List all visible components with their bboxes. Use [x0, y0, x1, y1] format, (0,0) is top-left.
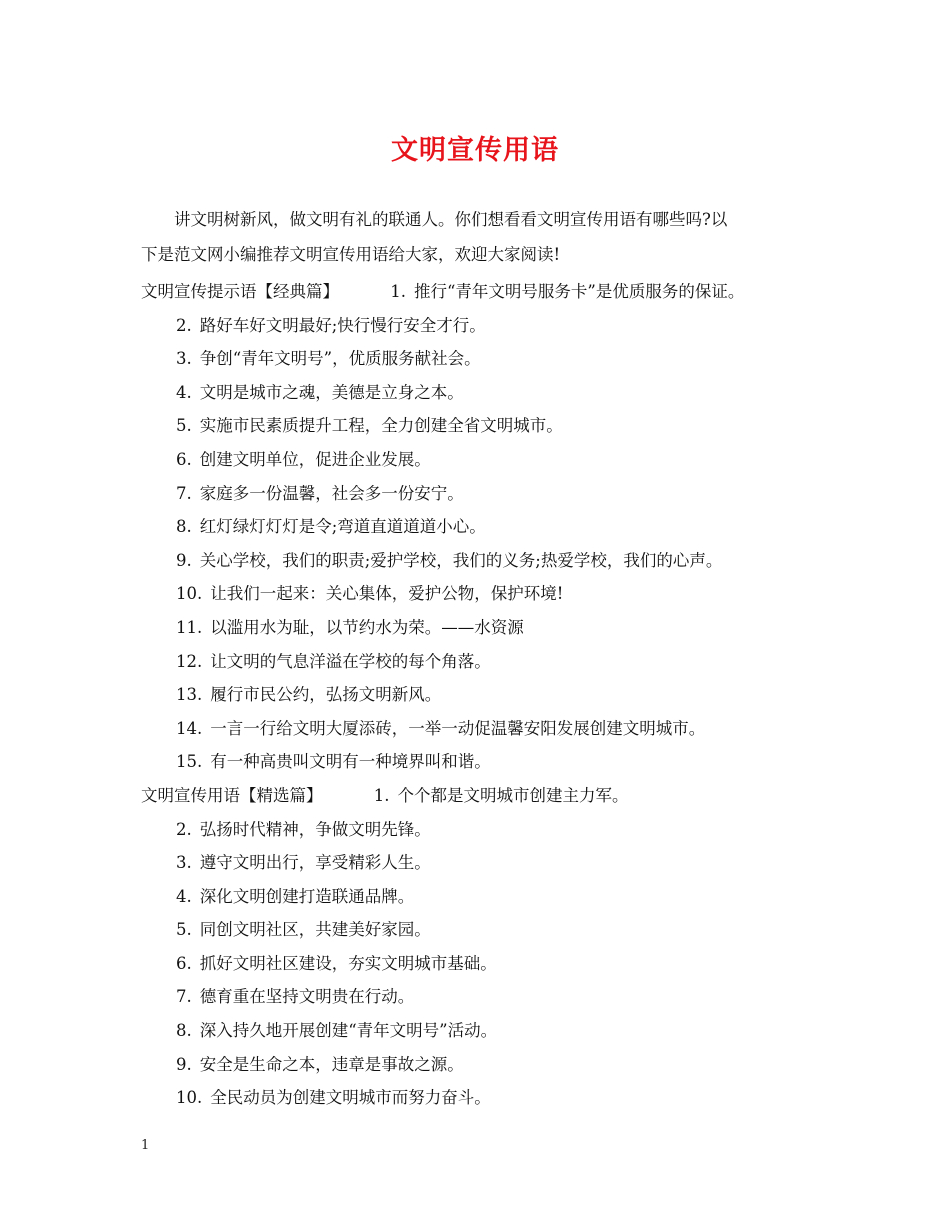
item-text: 红灯绿灯灯灯是令;弯道直道道道小心。 — [199, 517, 486, 537]
item-number: 3. — [176, 349, 192, 369]
intro-line: 下是范文网小编推荐文明宣传用语给大家，欢迎大家阅读! — [141, 245, 561, 264]
item-number: 14. — [176, 718, 203, 738]
item-text: 抓好文明社区建设，夯实文明城市基础。 — [199, 953, 497, 973]
page-number: 1 — [141, 1138, 150, 1153]
item-number: 9. — [176, 1054, 192, 1074]
list-item — [374, 779, 629, 813]
item-number: 4. — [176, 382, 192, 402]
item-text: 实施市民素质提升工程，全力创建全省文明城市。 — [199, 416, 563, 436]
item-text: 全民动员为创建文明城市而努力奋斗。 — [210, 1088, 491, 1108]
item-number: 5. — [176, 920, 192, 940]
list-item — [390, 275, 744, 309]
item-number: 6. — [176, 449, 192, 469]
list-item — [141, 309, 841, 343]
list-item — [141, 913, 841, 947]
item-number: 11. — [176, 617, 203, 637]
list-item — [141, 1048, 841, 1082]
item-text: 争创“青年文明号”，优质服务献社会。 — [199, 349, 481, 369]
list-item — [141, 980, 841, 1014]
item-number: 10. — [176, 584, 203, 604]
item-number: 9. — [176, 550, 192, 570]
list-item — [141, 611, 841, 645]
list-item — [141, 443, 841, 477]
item-text: 深化文明创建打造联通品牌。 — [199, 886, 415, 906]
item-text: 安全是生命之本，违章是事故之源。 — [199, 1054, 464, 1074]
intro-line: 讲文明树新风，做文明有礼的联通人。你们想看看文明宣传用语有哪些吗?以 — [174, 210, 728, 229]
section-heading: 文明宣传用语【精选篇】 — [141, 785, 323, 805]
item-number: 3. — [176, 853, 192, 873]
list-item — [141, 477, 841, 511]
section-heading-line — [141, 275, 841, 309]
item-text: 关心学校，我们的职责;爱护学校，我们的义务;热爱学校，我们的心声。 — [199, 550, 723, 570]
item-text: 家庭多一份温馨，社会多一份安宁。 — [199, 483, 464, 503]
item-text: 让文明的气息洋溢在学校的每个角落。 — [210, 651, 491, 671]
section-heading: 文明宣传提示语【经典篇】 — [141, 282, 339, 301]
item-text: 同创文明社区，共建美好家园。 — [199, 920, 431, 940]
item-number: 10. — [176, 1088, 203, 1108]
item-number: 5. — [176, 416, 192, 436]
item-text: 有一种高贵叫文明有一种境界叫和谐。 — [210, 752, 491, 772]
item-text: 推行“青年文明号服务卡”是优质服务的保证。 — [414, 282, 745, 301]
list-item — [141, 712, 841, 746]
item-text: 深入持久地开展创建“青年文明号”活动。 — [199, 1021, 498, 1041]
list-item — [141, 645, 841, 679]
item-number: 6. — [176, 953, 192, 973]
item-text: 个个都是文明城市创建主力军。 — [397, 785, 629, 805]
list-item — [141, 544, 841, 578]
list-item — [141, 846, 841, 880]
item-text: 路好车好文明最好;快行慢行安全才行。 — [199, 315, 486, 335]
item-number: 2. — [176, 819, 192, 839]
list-item — [141, 880, 841, 914]
list-item — [141, 510, 841, 544]
item-number: 8. — [176, 517, 192, 537]
item-number: 12. — [176, 651, 203, 671]
item-number: 2. — [176, 315, 192, 335]
item-text: 文明是城市之魂，美德是立身之本。 — [199, 382, 464, 402]
item-text: 履行市民公约，弘扬文明新风。 — [210, 685, 442, 705]
section-heading-line — [141, 779, 841, 813]
slogan-list — [141, 275, 841, 1115]
item-number: 7. — [176, 987, 192, 1007]
list-item — [141, 376, 841, 410]
list-item — [141, 577, 841, 611]
item-number: 13. — [176, 685, 203, 705]
item-text: 一言一行给文明大厦添砖，一举一动促温馨安阳发展创建文明城市。 — [210, 718, 706, 738]
list-item — [141, 947, 841, 981]
list-item — [141, 409, 841, 443]
item-number: 1. — [390, 282, 406, 301]
intro-paragraph — [141, 202, 831, 272]
item-text: 德育重在坚持文明贵在行动。 — [199, 987, 415, 1007]
item-number: 1. — [373, 785, 390, 805]
item-text: 弘扬时代精神，争做文明先锋。 — [199, 819, 431, 839]
list-item — [141, 342, 841, 376]
item-text: 创建文明单位，促进企业发展。 — [199, 449, 431, 469]
list-item — [141, 745, 841, 779]
list-item — [141, 813, 841, 847]
item-number: 7. — [176, 483, 192, 503]
list-item — [141, 1014, 841, 1048]
document-title: 文明宣传用语 — [391, 135, 559, 166]
item-text: 让我们一起来：关心集体，爱护公物，保护环境! — [210, 584, 564, 604]
item-number: 15. — [176, 752, 203, 772]
item-number: 8. — [176, 1021, 192, 1041]
item-text: 以滥用水为耻，以节约水为荣。——水资源 — [210, 617, 524, 637]
item-number: 4. — [176, 886, 192, 906]
list-item — [141, 1081, 841, 1115]
item-text: 遵守文明出行，享受精彩人生。 — [199, 853, 431, 873]
list-item — [141, 678, 841, 712]
